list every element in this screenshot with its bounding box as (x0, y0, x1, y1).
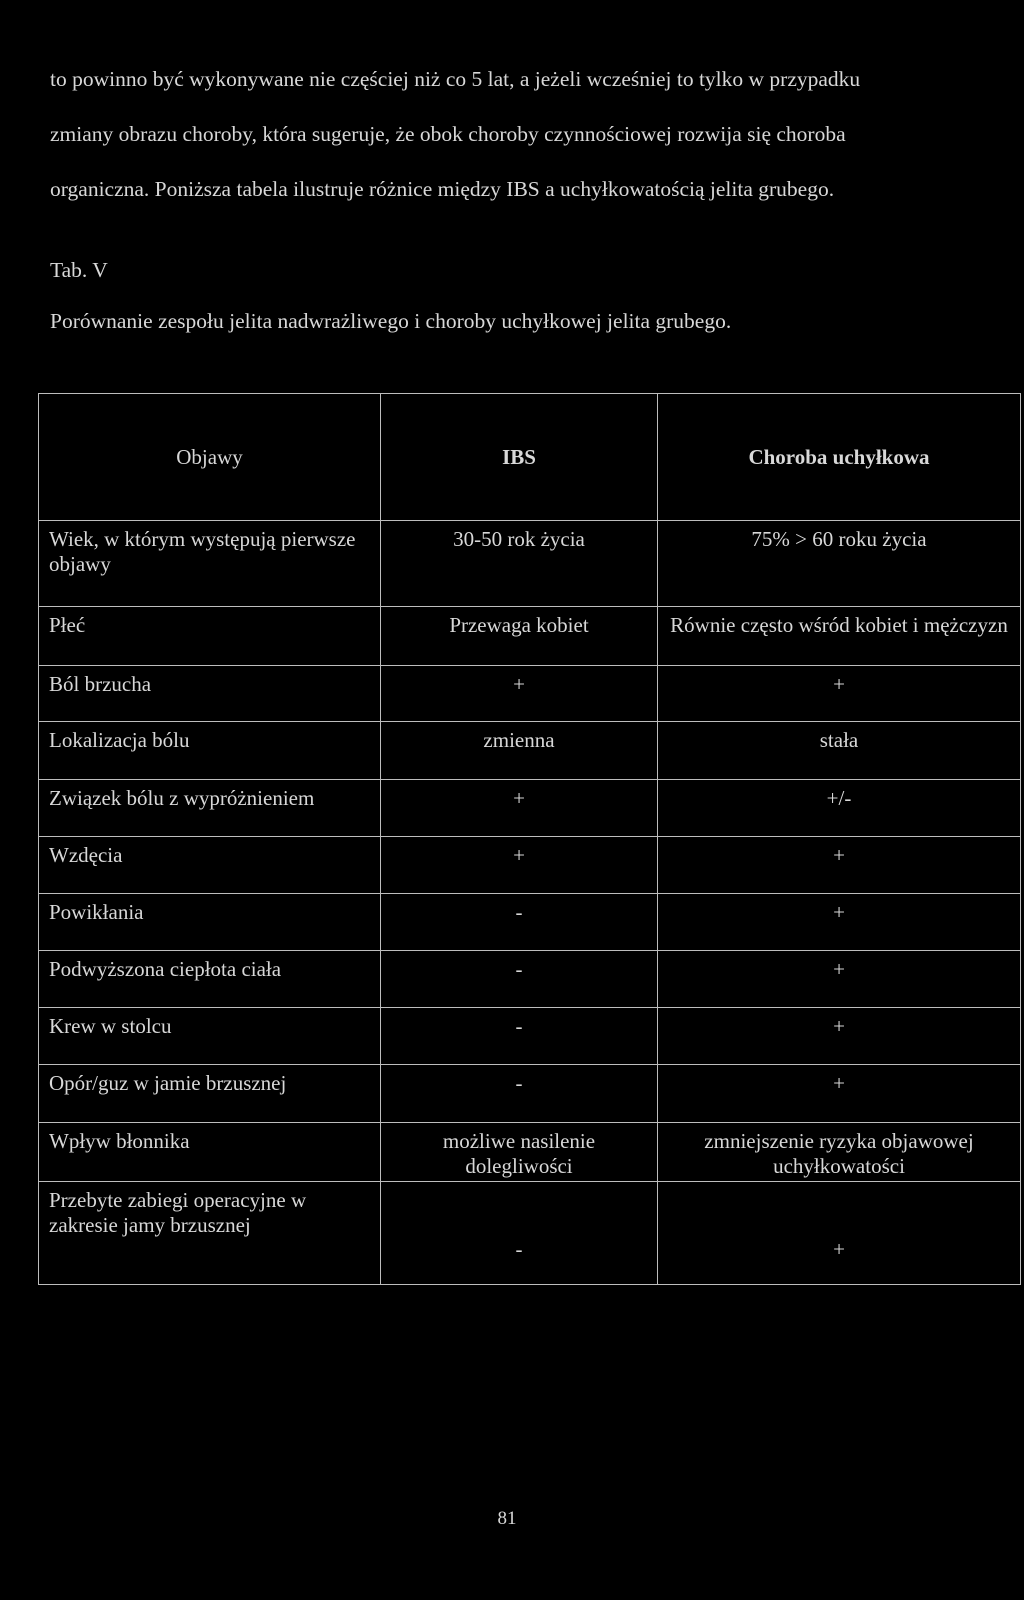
table-header-row (39, 394, 1021, 521)
intro-line-2: zmiany obrazu choroby, która sugeruje, że obok choroby czynnościowej rozwija się choroba (50, 122, 846, 146)
ibs-value: - (381, 1182, 658, 1285)
row-label: Krew w stolcu (39, 1008, 381, 1065)
diverticular-value: + (658, 666, 1021, 722)
comparison-table (38, 393, 1021, 1285)
diverticular-value: 75% > 60 roku życia (658, 521, 1021, 607)
intro-line-1: to powinno być wykonywane nie częściej niż co 5 lat, a jeżeli wcześniej to tylko w przypadku (50, 67, 861, 91)
row-label: Przebyte zabiegi operacyjne w zakresie jamy brzusznej (39, 1182, 381, 1285)
page-number: 81 (497, 1508, 517, 1529)
ibs-value: Przewaga kobiet (381, 607, 658, 666)
diverticular-value: + (658, 837, 1021, 894)
header-symptoms: Objawy (39, 394, 381, 521)
table-row (39, 837, 1021, 894)
intro-line-3: organiczna. Poniższa tabela ilustruje różnice między IBS a uchyłkowatością jelita grubego. (50, 177, 835, 201)
diverticular-value: + (658, 951, 1021, 1008)
table-row (39, 722, 1021, 780)
ibs-value: + (381, 780, 658, 837)
ibs-value: - (381, 1008, 658, 1065)
table-row (39, 1065, 1021, 1123)
table-row (39, 894, 1021, 951)
ibs-value: - (381, 951, 658, 1008)
table-row (39, 1182, 1021, 1285)
row-label: Lokalizacja bólu (39, 722, 381, 780)
ibs-value: 30-50 rok życia (381, 521, 658, 607)
ibs-value: zmienna (381, 722, 658, 780)
ibs-value: - (381, 894, 658, 951)
table-row (39, 1008, 1021, 1065)
row-label: Ból brzucha (39, 666, 381, 722)
table-label: Tab. V (50, 258, 108, 282)
row-label: Wzdęcia (39, 837, 381, 894)
diverticular-value: +/- (658, 780, 1021, 837)
ibs-value: + (381, 666, 658, 722)
diverticular-value: + (658, 1008, 1021, 1065)
table-row (39, 666, 1021, 722)
table-row (39, 780, 1021, 837)
row-label: Opór/guz w jamie brzusznej (39, 1065, 381, 1123)
table-row (39, 951, 1021, 1008)
ibs-value: - (381, 1065, 658, 1123)
diverticular-value: + (658, 894, 1021, 951)
table-caption: Porównanie zespołu jelita nadwrażliwego i choroby uchyłkowej jelita grubego. (50, 309, 732, 333)
row-label: Powikłania (39, 894, 381, 951)
table-row (39, 521, 1021, 607)
ibs-value: możliwe nasilenie dolegliwości (381, 1123, 658, 1182)
header-ibs: IBS (381, 394, 658, 521)
diverticular-value: stała (658, 722, 1021, 780)
diverticular-value: + (658, 1065, 1021, 1123)
row-label: Wiek, w którym występują pierwsze objawy (39, 521, 381, 607)
header-diverticular: Choroba uchyłkowa (658, 394, 1021, 521)
row-label: Związek bólu z wypróżnieniem (39, 780, 381, 837)
diverticular-value: zmniejszenie ryzyka objawowej uchyłkowatości (658, 1123, 1021, 1182)
row-label: Wpływ błonnika (39, 1123, 381, 1182)
table-row (39, 607, 1021, 666)
diverticular-value: + (658, 1182, 1021, 1285)
intro-paragraph (50, 52, 990, 217)
ibs-value: + (381, 837, 658, 894)
diverticular-value: Równie często wśród kobiet i mężczyzn (658, 607, 1021, 666)
row-label: Podwyższona ciepłota ciała (39, 951, 381, 1008)
row-label: Płeć (39, 607, 381, 666)
table-row (39, 1123, 1021, 1182)
